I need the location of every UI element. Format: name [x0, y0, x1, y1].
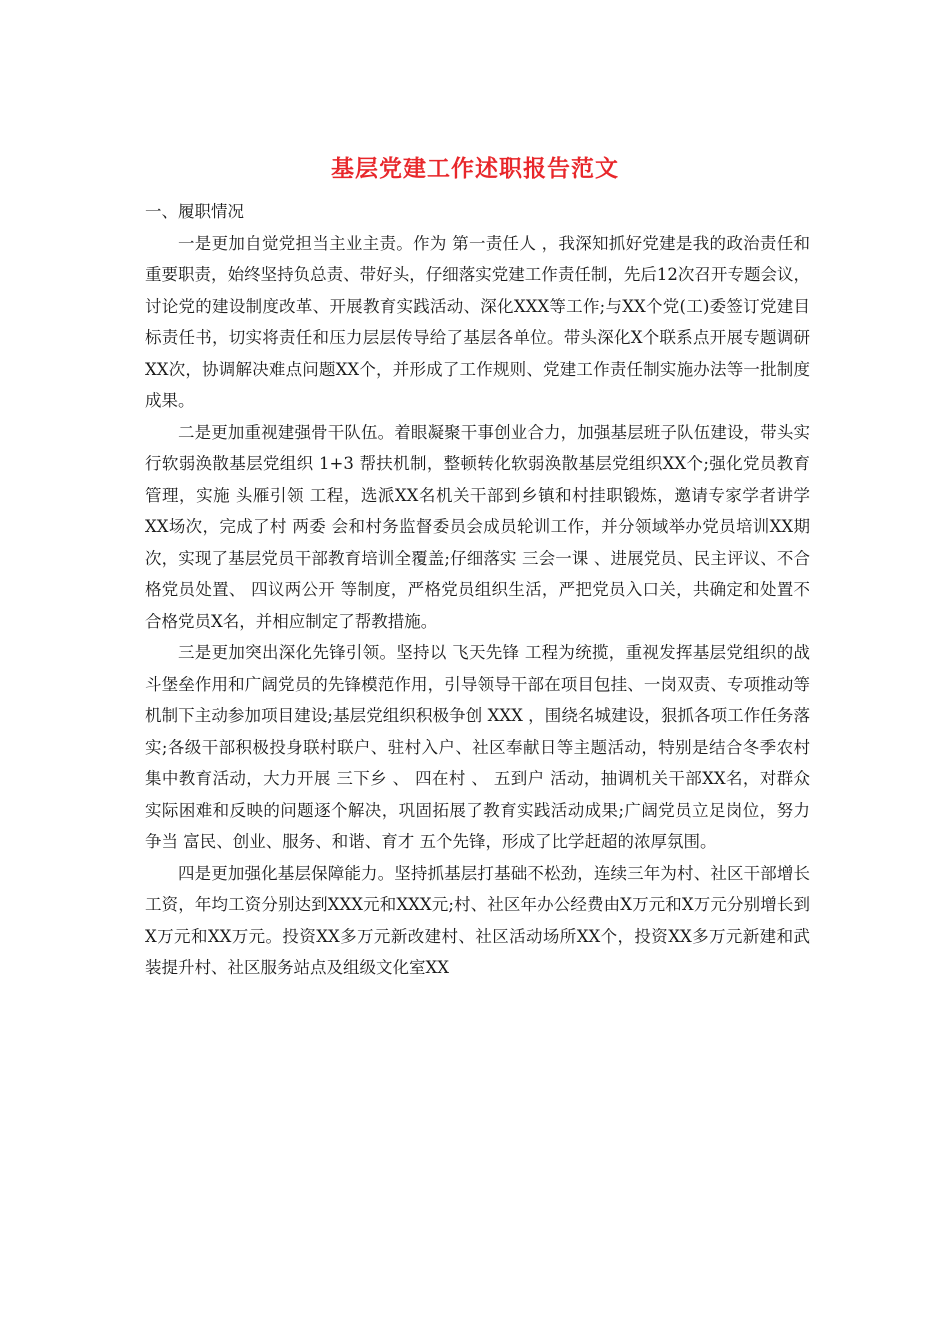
document-body: [145, 196, 810, 984]
paragraph-2: 二是更加重视建强骨干队伍。着眼凝聚干事创业合力，加强基层班子队伍建设，带头实行软弱涣散基层党组织 1+3 帮扶机制，整顿转化软弱涣散基层党组织XX个;强化党员教育管理，实施 头雁引领 工程，选派XX名机关干部到乡镇和村挂职锻炼，邀请专家学者讲学XX场次，完成了村 两委 会和村务监督委员会成员轮训工作，并分领域举办党员培训XX期次，实现了基层党员干部教育培训全覆盖;仔细落实 三会一课 、进展党员、民主评议、不合格党员处置、 四议两公开 等制度，严格党员组织生活，严把党员入口关，共确定和处置不合格党员X名，并相应制定了帮教措施。: [145, 422, 810, 631]
paragraph-3: 三是更加突出深化先锋引领。坚持以 飞天先锋 工程为统揽，重视发挥基层党组织的战斗堡垒作用和广阔党员的先锋模范作用，引导领导干部在项目包挂、一岗双责、专项推动等机制下主动参加项目建设;基层党组织积极争创 XXX ，围绕名城建设，狠抓各项工作任务落实;各级干部积极投身联村联户、驻村入户、社区奉献日等主题活动，特别是结合冬季农村集中教育活动，大力开展 三下乡 、 四在村 、 五到户 活动，抽调机关干部XX名，对群众实际困难和反映的问题逐个解决，巩固拓展了教育实践活动成果;广阔党员立足岗位，努力争当 富民、创业、服务、和谐、育才 五个先锋，形成了比学赶超的浓厚氛围。: [145, 643, 810, 851]
paragraph-1: 一是更加自觉党担当主业主责。作为 第一责任人 ，我深知抓好党建是我的政治责任和重要职责，始终坚持负总责、带好头，仔细落实党建工作责任制，先后12次召开专题会议，讨论党的建设制度改革、开展教育实践活动、深化XXX等工作;与XX个党(工)委签订党建目标责任书，切实将责任和压力层层传导给了基层各单位。带头深化X个联系点开展专题调研XX次，协调解决难点问题XX个，并形成了工作规则、党建工作责任制实施办法等一批制度成果。: [145, 233, 810, 410]
document-title: 基层党建工作述职报告范文: [331, 155, 619, 182]
paragraph-4: 四是更加强化基层保障能力。坚持抓基层打基础不松劲，连续三年为村、社区干部增长工资，年均工资分别达到XXX元和XXX元;村、社区年办公经费由X万元和X万元分别增长到X万元和XX万元。投资XX多万元新改建村、社区活动场所XX个，投资XX多万元新建和武装提升村、社区服务站点及组级文化室XX: [145, 863, 810, 977]
section-heading: 一、履职情况: [145, 202, 244, 221]
